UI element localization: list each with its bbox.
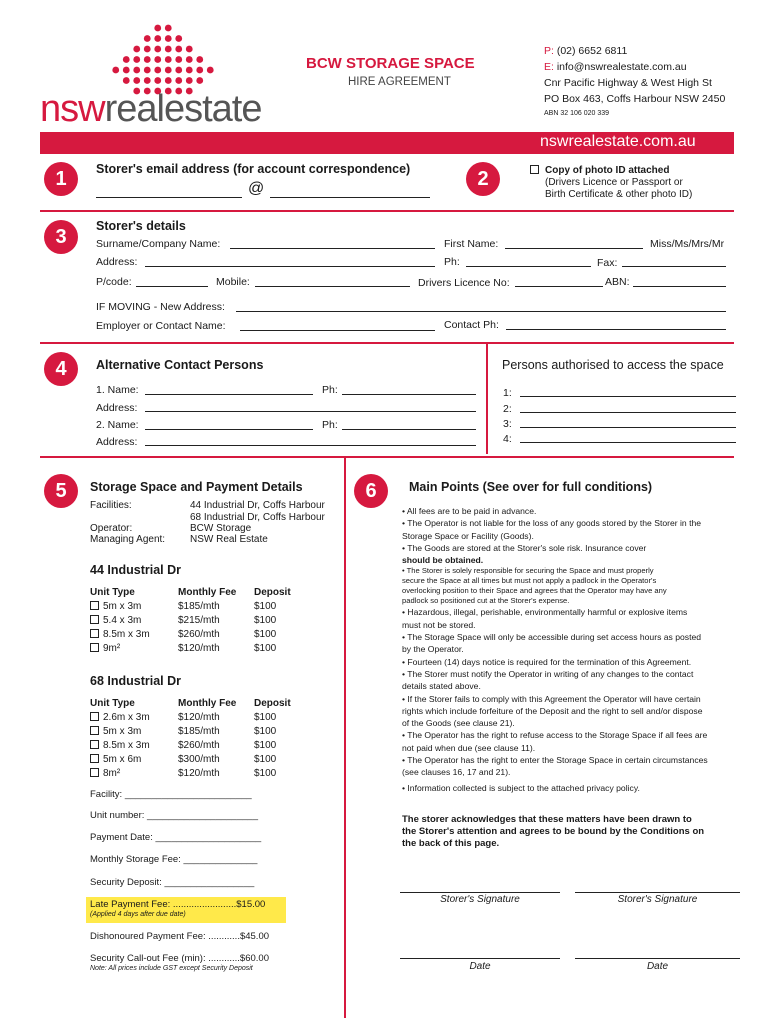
auth-2-field[interactable] [520,412,736,413]
logo-dot [154,35,161,42]
postcode-label: P/code: [96,276,132,288]
section-1-number: 1 [44,162,78,196]
alt-ph-2-label: Ph: [322,419,338,431]
signature-1-label: Storer's Signature [440,894,520,905]
divider [40,210,734,212]
agent-label: Managing Agent: [90,534,166,545]
photo-id-note-1: (Drivers Licence or Passport or [545,177,683,188]
date-2-label: Date [646,961,669,972]
auth-1-label: 1: [503,387,512,399]
unit-checkbox[interactable] [90,643,99,652]
alt-name-2-label: 2. Name: [96,419,139,431]
logo-dot [144,35,151,42]
logo-dot [133,77,140,84]
logo-dot [144,46,151,53]
callout-fee: Security Call-out Fee (min): ............$60.00 [90,953,269,964]
logo-dot [154,77,161,84]
section-3-title: Storer's details [96,219,186,233]
email: info@nswrealestate.com.au [556,61,687,73]
alt-name-2-field[interactable] [145,429,313,430]
alt-address-2-field[interactable] [145,445,476,446]
alt-ph-1-field[interactable] [342,394,476,395]
logo-dot [207,67,214,74]
logo-dot [175,56,182,63]
unit-checkbox[interactable] [90,615,99,624]
fax-label: Fax: [597,257,618,269]
unit-number-field[interactable]: Unit number: _____________________ [90,810,258,821]
logo-dot [133,67,140,74]
auth-4-field[interactable] [520,442,736,443]
unit-row[interactable]: 9m² $120/mth $100 [90,643,291,657]
section-2-number: 2 [466,162,500,196]
site-68-units: Unit Type Monthly Fee Deposit 2.6m x 3m $120/mth $100 5m x 3m $185/mth $100 8.5m x 3m $260/mth $100 5m x 6m $300/mth $100 8m² $120/mth $100 [90,698,291,782]
logo-dot [133,46,140,53]
logo-dot [196,56,203,63]
logo-dot [175,77,182,84]
logo-dot [123,77,130,84]
logo-dot [154,56,161,63]
unit-checkbox[interactable] [90,768,99,777]
section-1-title: Storer's email address (for account correspondence) [96,162,411,176]
photo-id-label: Copy of photo ID attached [545,165,670,176]
logo-dot [133,56,140,63]
alt-address-1-field[interactable] [145,411,476,412]
doc-subtitle: HIRE AGREEMENT [348,76,451,88]
date-2-field[interactable] [575,958,740,959]
section-5-number: 5 [44,474,78,508]
auth-2-label: 2: [503,403,512,415]
auth-1-field[interactable] [520,396,736,397]
employer-field[interactable] [240,330,435,331]
logo-dot [144,56,151,63]
logo-dot [196,67,203,74]
monthly-fee-field[interactable]: Monthly Storage Fee: ______________ [90,854,258,865]
section-3-number: 3 [44,220,78,254]
abn-field[interactable] [633,286,726,287]
logo-dots [108,22,218,98]
contact-phone-label: Contact Ph: [444,319,499,331]
logo-dot [165,56,172,63]
section-6-title: Main Points (See over for full conditions) [409,480,653,494]
logo-dot [154,25,161,32]
unit-row[interactable]: 5.4 x 3m $215/mth $100 [90,615,291,629]
gst-note: Note: All prices include GST except Security Deposit [90,965,253,972]
logo-dot [144,67,151,74]
surname-field[interactable] [230,248,435,249]
operator-value: BCW Storage [190,523,252,534]
authorised-title: Persons authorised to access the space [502,358,724,372]
mobile-label: Mobile: [216,276,250,288]
section-6-number: 6 [354,474,388,508]
photo-id-note-2: Birth Certificate & other photo ID) [545,189,693,200]
fax-field[interactable] [622,266,726,267]
mobile-field[interactable] [255,286,410,287]
logo-dot [165,25,172,32]
licence-field[interactable] [515,286,603,287]
logo-dot [123,56,130,63]
at-sign: @ [248,180,265,197]
alt-ph-1-label: Ph: [322,384,338,396]
first-name-label: First Name: [444,238,499,250]
logo-dot [144,77,151,84]
late-fee: Late Payment Fee: ........................$15.00 [90,899,266,910]
section-4-title: Alternative Contact Persons [96,358,264,372]
unit-row[interactable]: 8.5m x 3m $260/mth $100 [90,740,291,754]
agent-value: NSW Real Estate [190,534,268,545]
unit-row[interactable]: 8m² $120/mth $100 [90,768,291,782]
logo: nswrealestate [40,88,262,130]
unit-checkbox[interactable] [90,754,99,763]
auth-3-field[interactable] [520,427,736,428]
signature-2-label: Storer's Signature [617,894,698,905]
alt-address-1-label: Address: [96,402,138,414]
address-label: Address: [96,256,138,268]
alt-name-1-field[interactable] [145,394,313,395]
logo-dot [196,77,203,84]
unit-checkbox[interactable] [90,740,99,749]
website: nswrealestate.com.au [540,133,696,150]
logo-dot [175,46,182,53]
section-4-number: 4 [44,352,78,386]
divider [486,344,488,454]
email-local-field[interactable] [96,197,242,198]
logo-dot [123,67,130,74]
photo-id-checkbox[interactable] [530,165,539,174]
surname-label: Surname/Company Name: [96,238,221,250]
alt-ph-2-field[interactable] [342,429,476,430]
site-44-units: Unit Type Monthly Fee Deposit 5m x 3m $185/mth $100 5.4 x 3m $215/mth $100 8.5m x 3m $260/mth $100 9m² $120/mth $100 [90,587,291,657]
site-68-title: 68 Industrial Dr [90,674,181,688]
date-1-label: Date [469,961,491,972]
licence-label: Drivers Licence No: [418,277,510,289]
payment-date-field[interactable]: Payment Date: ____________________ [90,832,262,843]
logo-dot [186,56,193,63]
title-options: Miss/Ms/Mrs/Mr [650,238,725,250]
unit-checkbox[interactable] [90,601,99,610]
logo-dot [165,67,172,74]
signature-1-field[interactable] [400,892,560,893]
main-points-list: • All fees are to be paid in advance. • The Operator is not liable for the loss of any goods stored by the Storer in the Storage Space or Facility (Goods). • The Goods are stored at the Storer's sole risk. Insurance cover should be obtained. • The Storer is solely responsible for securing the Space and must properly secure the Space at all times but must not apply a padlock in the Operator's overlocking position to their Space and agrees that the Operator may have any padlock so positioned cut at the Storer's expense. • Hazardous, illegal, perishable, environmentally harmful or explosive items must not be stored. • The Storage Space will only be accessible during set access hours as posted by the Operator. • Fourteen (14) days notice is required for the termination of this Agreement. • The Storer must notify the Operator in writing of any changes to the contact details stated above. • If the Storer fails to comply with this Agreement the Operator will have certain rights which include forfeiture of the Deposit and the right to sell and/or dispose of the Goods (see clause 21). • The Operator has the right to refuse access to the Storage Space if all fees are not paid when due (see clause 11). • The Operator has the right to enter the Storage Space in certain circumstances (see clauses 16, 17 and 21). • Information collected is subject to the attached privacy policy. [402,506,708,793]
contact-block: P: (02) 6652 6811 E: info@nswrealestate.com.au Cnr Pacific Highway & West High St PO Box 463, Coffs Harbour NSW 2450 ABN 32 106 020 339 [544,45,726,117]
unit-checkbox[interactable] [90,629,99,638]
facilities-label: Facilities: [90,500,132,511]
unit-checkbox[interactable] [90,712,99,721]
logo-dot [165,35,172,42]
unit-row[interactable]: 2.6m x 3m $120/mth $100 [90,712,291,726]
auth-4-label: 4: [503,433,512,445]
facility-field[interactable]: Facility: ________________________ [90,789,252,800]
site-44-title: 44 Industrial Dr [90,563,181,577]
new-address-label: IF MOVING - New Address: [96,301,225,313]
security-deposit-field[interactable]: Security Deposit: _________________ [90,877,255,888]
auth-3-label: 3: [503,418,512,430]
unit-row[interactable]: 8.5m x 3m $260/mth $100 [90,629,291,643]
unit-row[interactable]: 5m x 3m $185/mth $100 [90,601,291,615]
first-name-field[interactable] [505,248,643,249]
late-fee-note: (Applied 4 days after due date) [90,911,186,918]
abn-label: ABN: [605,276,630,288]
phone-field[interactable] [466,266,591,267]
logo-dot [165,77,172,84]
new-address-field[interactable] [236,311,726,312]
logo-dot [112,67,119,74]
address-field[interactable] [145,266,435,267]
facility-44: 44 Industrial Dr, Coffs Harbour [190,500,325,511]
logo-dot [175,35,182,42]
doc-title: BCW STORAGE SPACE [306,55,475,72]
unit-row[interactable]: 5m x 6m $300/mth $100 [90,754,291,768]
unit-row[interactable]: 5m x 3m $185/mth $100 [90,726,291,740]
logo-dot [165,46,172,53]
section-5-title: Storage Space and Payment Details [90,480,303,494]
contact-phone-field[interactable] [506,329,726,330]
alt-address-2-label: Address: [96,436,138,448]
alt-name-1-label: 1. Name: [96,384,139,396]
acknowledgement: The storer acknowledges that these matters have been drawn to the Storer's attention and agrees to be bound by the Conditions on the back of this page. [402,814,705,849]
phone-label: Ph: [444,256,460,268]
logo-dot [175,67,182,74]
phone: (02) 6652 6811 [556,45,628,57]
divider [344,458,346,1018]
postcode-field[interactable] [136,286,208,287]
logo-dot [154,67,161,74]
date-1-field[interactable] [400,958,560,959]
logo-dot [154,46,161,53]
unit-checkbox[interactable] [90,726,99,735]
logo-dot [186,67,193,74]
divider [40,456,734,458]
email-domain-field[interactable] [270,197,430,198]
operator-label: Operator: [90,523,133,534]
logo-dot [186,46,193,53]
employer-label: Employer or Contact Name: [96,320,226,332]
signature-2-field[interactable] [575,892,740,893]
facility-68: 68 Industrial Dr, Coffs Harbour [190,512,325,523]
logo-dot [186,77,193,84]
dishonoured-fee: Dishonoured Payment Fee: ............$45.00 [90,931,270,942]
divider [40,342,734,344]
